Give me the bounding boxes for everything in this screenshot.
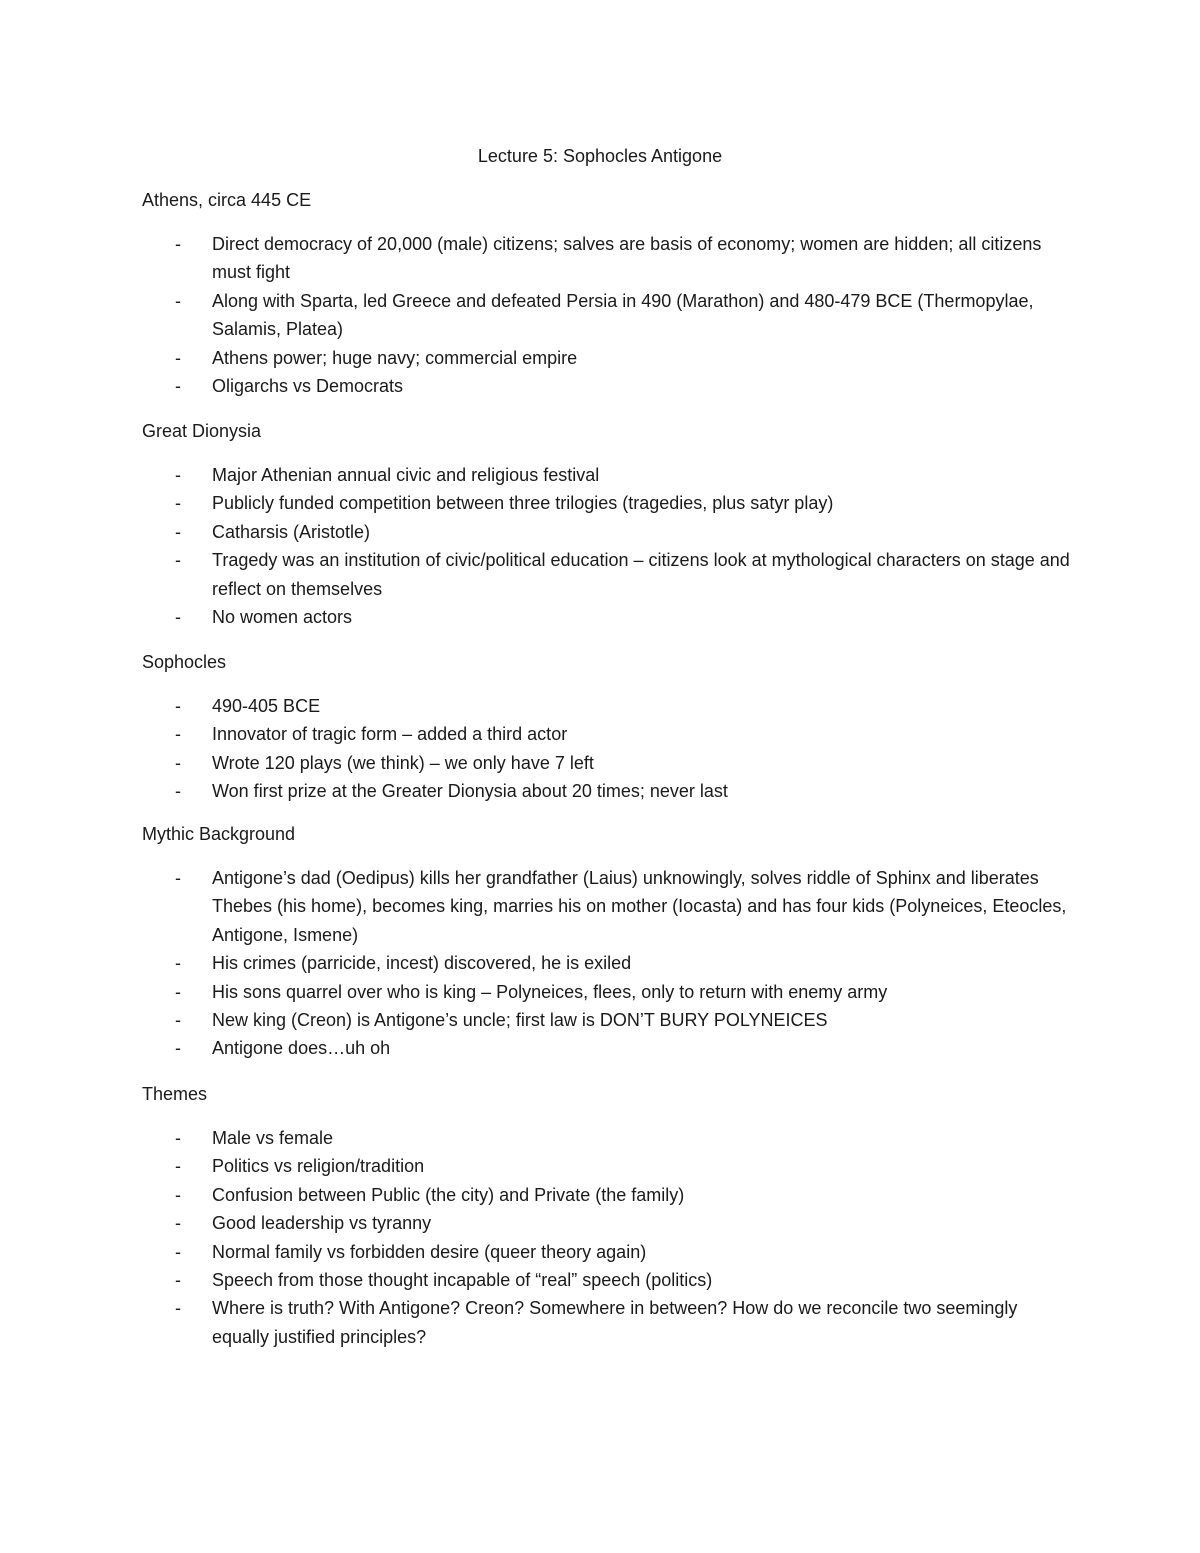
list-item xyxy=(142,230,1072,287)
list-item-text: Normal family vs forbidden desire (queer theory again) xyxy=(212,1241,647,1262)
bullet-dash: - xyxy=(175,752,181,773)
bullet-dash: - xyxy=(175,1298,181,1319)
list-item-text: Speech from those thought incapable of “real” speech (politics) xyxy=(212,1270,713,1291)
list-item xyxy=(142,489,1072,517)
list-item-text: Confusion between Public (the city) and Private (the family) xyxy=(212,1184,685,1205)
section-heading: Sophocles xyxy=(142,652,227,672)
list-item-text: Antigone’s dad (Oedipus) kills her grandfather (Laius) unknowingly, solves riddle of Sphinx and liberates Thebes (his home), becomes king, marries his on mother (Iocasta) and has four kids (Polyneices, Eteocles, Antigone, Ismene) xyxy=(212,868,1067,945)
section-heading: Athens, circa 445 CE xyxy=(142,190,312,210)
list-item-text: Antigone does…uh oh xyxy=(212,1038,391,1059)
list-item-text: Tragedy was an institution of civic/political education – citizens look at mythological characters on stage and reflect on themselves xyxy=(212,550,1070,599)
list-item-text: Publicly funded competition between three trilogies (tragedies, plus satyr play) xyxy=(212,493,834,514)
bullet-list xyxy=(142,1124,1072,1351)
list-item xyxy=(142,1152,1072,1180)
list-item-text: Innovator of tragic form – added a third actor xyxy=(212,724,568,745)
list-item-text: Major Athenian annual civic and religious festival xyxy=(212,465,600,485)
bullet-dash: - xyxy=(175,981,181,1002)
list-item-text: Male vs female xyxy=(212,1128,334,1148)
section-great-dionysia xyxy=(142,418,1072,631)
list-item xyxy=(142,546,1072,603)
list-item xyxy=(142,1034,1072,1062)
list-item xyxy=(142,287,1072,344)
list-item xyxy=(142,1294,1072,1351)
bullet-dash: - xyxy=(175,465,181,485)
section-heading: Themes xyxy=(142,1084,208,1104)
list-item xyxy=(142,461,1072,489)
section-heading: Mythic Background xyxy=(142,824,296,844)
list-item-text: His sons quarrel over who is king – Polyneices, flees, only to return with enemy army xyxy=(212,981,888,1002)
list-item-text: Along with Sparta, led Greece and defeated Persia in 490 (Marathon) and 480-479 BCE (Thermopylae, Salamis, Platea) xyxy=(212,290,1034,340)
list-item-text: Wrote 120 plays (we think) – we only have 7 left xyxy=(212,752,594,773)
bullet-list xyxy=(142,864,1072,1063)
bullet-dash: - xyxy=(175,953,181,974)
list-item xyxy=(142,864,1072,949)
bullet-dash: - xyxy=(175,1241,181,1262)
list-item xyxy=(142,1006,1072,1034)
list-item xyxy=(142,372,1072,400)
bullet-dash: - xyxy=(175,696,181,716)
bullet-dash: - xyxy=(175,1270,181,1291)
list-item xyxy=(142,949,1072,977)
list-item xyxy=(142,344,1072,372)
list-item-text: 490-405 BCE xyxy=(212,696,321,716)
list-item-text: New king (Creon) is Antigone’s uncle; first law is DON’T BURY POLYNEICES xyxy=(212,1010,828,1031)
bullet-dash: - xyxy=(175,550,181,571)
bullet-dash: - xyxy=(175,347,181,368)
bullet-list xyxy=(142,692,1072,806)
list-item-text: No women actors xyxy=(212,607,353,628)
list-item-text: Catharsis (Aristotle) xyxy=(212,521,371,542)
bullet-dash: - xyxy=(175,521,181,542)
bullet-dash: - xyxy=(175,1010,181,1031)
list-item xyxy=(142,692,1072,720)
list-item-text: Athens power; huge navy; commercial empire xyxy=(212,347,578,368)
list-item-text: Politics vs religion/tradition xyxy=(212,1156,425,1177)
list-item xyxy=(142,603,1072,631)
list-item xyxy=(142,749,1072,777)
list-item xyxy=(142,518,1072,546)
bullet-dash: - xyxy=(175,607,181,628)
section-themes xyxy=(142,1081,1072,1351)
list-item xyxy=(142,777,1072,805)
list-item-text: Where is truth? With Antigone? Creon? Somewhere in between? How do we reconcile two seemingly equally justified principles? xyxy=(212,1298,1018,1347)
list-item xyxy=(142,1209,1072,1237)
bullet-dash: - xyxy=(175,724,181,745)
list-item-text: Oligarchs vs Democrats xyxy=(212,376,404,397)
bullet-dash: - xyxy=(175,1156,181,1177)
bullet-dash: - xyxy=(175,290,181,311)
bullet-dash: - xyxy=(175,234,181,254)
list-item xyxy=(142,1238,1072,1266)
list-item xyxy=(142,1181,1072,1209)
section-mythic-background xyxy=(142,821,1072,1063)
bullet-dash: - xyxy=(175,1128,181,1148)
list-item xyxy=(142,1124,1072,1152)
list-item-text: His crimes (parricide, incest) discovered, he is exiled xyxy=(212,953,632,974)
bullet-list xyxy=(142,230,1072,400)
bullet-dash: - xyxy=(175,1038,181,1059)
bullet-dash: - xyxy=(175,781,181,802)
section-sophocles xyxy=(142,649,1072,806)
bullet-dash: - xyxy=(175,376,181,397)
section-athens xyxy=(142,187,1072,400)
bullet-dash: - xyxy=(175,1184,181,1205)
list-item xyxy=(142,720,1072,748)
bullet-dash: - xyxy=(175,868,181,888)
section-heading: Great Dionysia xyxy=(142,421,262,441)
list-item-text: Won first prize at the Greater Dionysia about 20 times; never last xyxy=(212,781,728,802)
list-item-text: Good leadership vs tyranny xyxy=(212,1213,432,1234)
bullet-dash: - xyxy=(175,1213,181,1234)
list-item xyxy=(142,1266,1072,1294)
list-item-text: Direct democracy of 20,000 (male) citizens; salves are basis of economy; women are hidden; all citizens must fight xyxy=(212,234,1042,283)
bullet-list xyxy=(142,461,1072,631)
bullet-dash: - xyxy=(175,493,181,514)
document-title: Lecture 5: Sophocles Antigone xyxy=(477,146,723,166)
list-item xyxy=(142,978,1072,1006)
